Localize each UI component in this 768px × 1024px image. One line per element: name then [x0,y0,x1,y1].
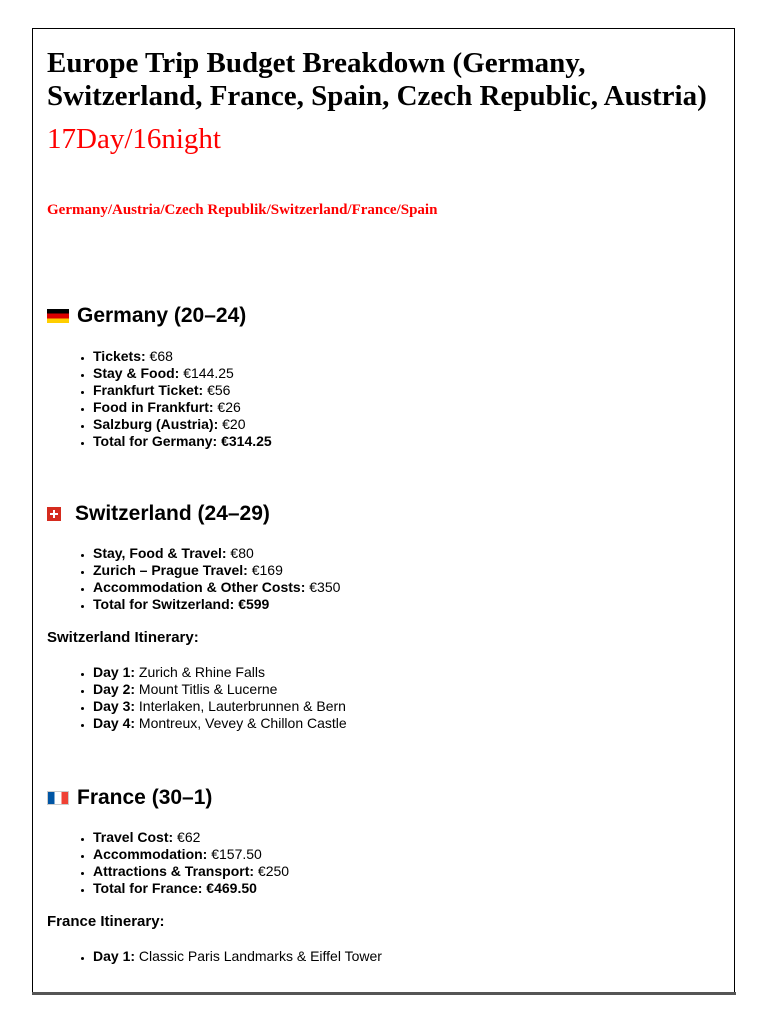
item-value: €20 [218,416,246,432]
item-value: Montreux, Vevey & Chillon Castle [135,715,347,731]
page-bottom-edge [32,992,736,995]
item-value: €144.25 [179,365,234,381]
item-label: Zurich – Prague Travel: [93,562,248,578]
item-label: Salzburg (Austria): [93,416,219,432]
germany-heading [47,303,720,329]
list-item [93,382,720,399]
item-value: €68 [145,348,173,364]
item-label: Travel Cost: [93,829,174,845]
document-content [47,29,720,449]
list-item [93,579,720,596]
item-value: €169 [247,562,283,578]
item-label: Day 1: [93,948,136,964]
item-label: Total for Germany: €314.25 [93,433,272,449]
switzerland-heading-text: Switzerland (24–29) [75,502,270,525]
france-heading [47,785,720,811]
france-budget-list [47,829,720,897]
item-value: €250 [254,863,290,879]
item-label: Day 1: [93,664,136,680]
item-label: Total for France: €469.50 [93,880,257,896]
switzerland-heading [47,501,720,527]
item-label: Food in Frankfurt: [93,399,214,415]
list-item [93,365,720,382]
trip-duration: 17Day/16night [47,123,221,155]
list-item [93,829,720,846]
section-france [47,785,720,965]
list-item [93,698,720,715]
list-item [93,664,720,681]
item-value: €26 [213,399,241,415]
item-value: €350 [305,579,341,595]
france-itinerary-title: France Itinerary: [47,913,165,930]
country-route: Germany/Austria/Czech Republik/Switzerland/France/Spain [47,202,438,218]
item-value: Classic Paris Landmarks & Eiffel Tower [135,948,382,964]
switzerland-itinerary-title: Switzerland Itinerary: [47,629,199,646]
list-item [93,433,720,450]
france-heading-text: France (30–1) [77,786,213,809]
document-page [32,28,735,994]
item-label: Accommodation & Other Costs: [93,579,306,595]
france-flag-icon [47,791,69,805]
item-label: Frankfurt Ticket: [93,382,204,398]
section-germany [47,303,720,450]
item-value: €80 [226,545,254,561]
list-item [93,416,720,433]
item-value: Mount Titlis & Lucerne [135,681,278,697]
document-title: Europe Trip Budget Breakdown (Germany, Switzerland, France, Spain, Czech Republic, Austria) [47,47,707,112]
item-label: Stay & Food: [93,365,180,381]
list-item [93,863,720,880]
item-label: Day 2: [93,681,136,697]
item-value: Interlaken, Lauterbrunnen & Bern [135,698,346,714]
list-item [93,846,720,863]
switzerland-budget-list [47,545,720,613]
list-item [93,399,720,416]
item-value: €157.50 [207,846,262,862]
list-item [93,545,720,562]
germany-budget-list [47,348,720,450]
france-itinerary-list [47,948,720,965]
item-value: €62 [173,829,201,845]
list-item [93,948,720,965]
section-switzerland [47,501,720,732]
item-label: Tickets: [93,348,146,364]
list-item [93,348,720,365]
item-value: €56 [203,382,231,398]
list-item [93,681,720,698]
list-item [93,596,720,613]
item-label: Accommodation: [93,846,208,862]
list-item [93,880,720,897]
item-label: Day 3: [93,698,136,714]
list-item [93,715,720,732]
item-label: Total for Switzerland: €599 [93,596,270,612]
item-label: Attractions & Transport: [93,863,255,879]
item-label: Day 4: [93,715,136,731]
item-value: Zurich & Rhine Falls [135,664,265,680]
item-label: Stay, Food & Travel: [93,545,227,561]
list-item [93,562,720,579]
germany-heading-text: Germany (20–24) [77,304,247,327]
germany-flag-icon [47,309,69,323]
switzerland-itinerary-list [47,664,720,732]
switzerland-flag-icon [47,507,61,521]
